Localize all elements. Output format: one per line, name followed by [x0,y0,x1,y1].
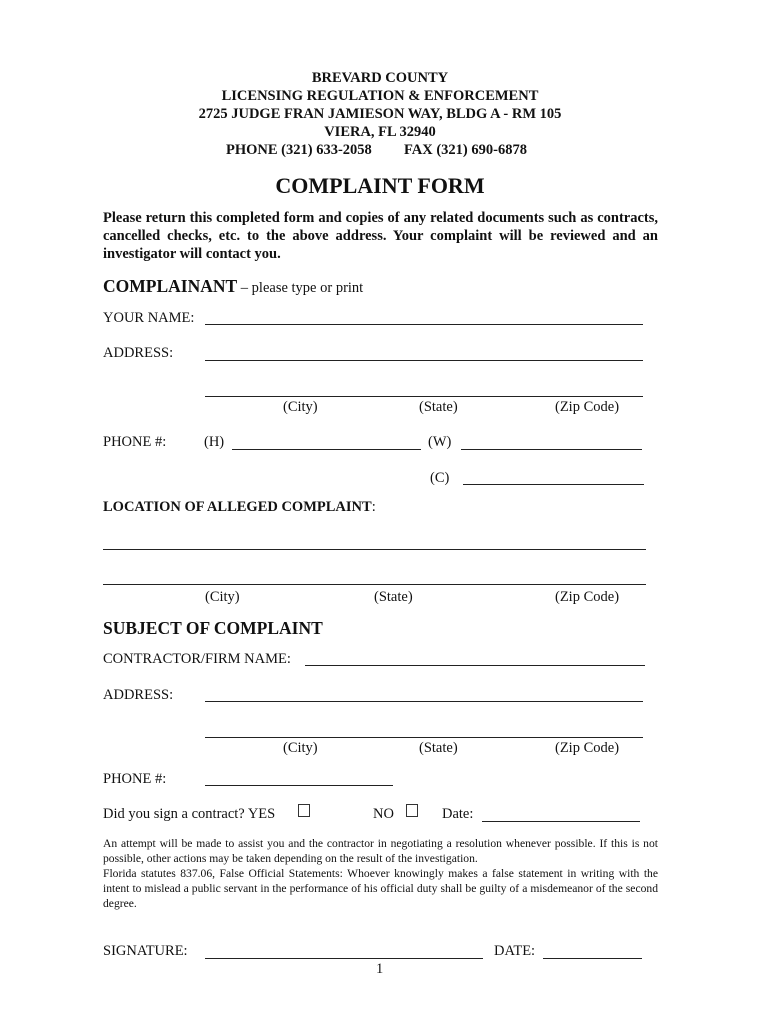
no-label: NO [373,806,394,822]
subject-phone-label: PHONE #: [103,771,167,787]
subject-address-line2-field[interactable] [205,737,643,738]
form-title: COMPLAINT FORM [275,173,485,198]
subject-city-label: (City) [283,740,318,756]
yes-checkbox[interactable] [298,804,310,817]
complainant-heading-text: COMPLAINANT [103,276,238,296]
subject-heading: SUBJECT OF COMPLAINT [103,618,323,638]
complainant-city-label: (City) [283,399,318,415]
location-heading [103,499,376,516]
complainant-zip-label: (Zip Code) [555,399,620,415]
signature-field[interactable] [205,958,483,959]
subject-zip-label: (Zip Code) [555,740,620,756]
page-number: 1 [376,961,384,977]
subject-address-field[interactable] [205,701,643,702]
no-checkbox[interactable] [406,804,418,817]
complainant-address-field[interactable] [205,360,643,361]
cell-phone-label: (C) [430,470,450,486]
work-phone-field[interactable] [461,449,642,450]
signature-date-field[interactable] [543,958,642,959]
signature-date-label: DATE: [494,943,536,959]
street-address: 2725 JUDGE FRAN JAMIESON WAY, BLDG A - RM 105 [198,106,562,122]
resolution-notice: An attempt will be made to assist you and the contractor in negotiating a resolution whenever possible. If this is not possible, other actions may be taken depending on the result of the investigation. [103,837,658,866]
location-state-label: (State) [374,589,413,605]
department-name: LICENSING REGULATION & ENFORCEMENT [221,88,539,104]
signature-label: SIGNATURE: [103,943,188,959]
contractor-firm-label: CONTRACTOR/FIRM NAME: [103,651,291,667]
complainant-state-label: (State) [419,399,458,415]
intro-instructions: Please return this completed form and copies of any related documents such as contracts, cancelled checks, etc. to the above address. Your complaint will be reviewed and an investigator will contact you. [103,210,658,262]
location-line1-field[interactable] [103,549,646,550]
location-line2-field[interactable] [103,584,646,585]
complainant-subheading: – please type or print [237,280,364,296]
contract-date-field[interactable] [482,821,640,822]
location-city-label: (City) [205,589,240,605]
florida-statute-notice: Florida statutes 837.06, False Official Statements: Whoever knowingly makes a false statement in writing with the intent to mislead a public servant in the performance of his official duty shall be guilty of a misdemeanor of the second degree. [103,867,658,911]
location-heading-text: LOCATION OF ALLEGED COMPLAINT [103,499,372,515]
agency-name: BREVARD COUNTY [311,70,449,86]
contractor-firm-field[interactable] [305,665,645,666]
city-state-zip: VIERA, FL 32940 [324,124,436,140]
subject-address-label: ADDRESS: [103,687,174,703]
subject-phone-field[interactable] [205,785,393,786]
location-zip-label: (Zip Code) [555,589,620,605]
complainant-address-label: ADDRESS: [103,345,174,361]
your-name-field[interactable] [205,324,643,325]
subject-state-label: (State) [419,740,458,756]
contract-date-label: Date: [442,806,474,822]
location-heading-colon: : [371,499,376,515]
agency-fax: FAX (321) 690-6878 [404,142,527,158]
cell-phone-field[interactable] [463,484,644,485]
home-phone-label: (H) [204,434,225,450]
work-phone-label: (W) [428,434,452,450]
home-phone-field[interactable] [232,449,421,450]
your-name-label: YOUR NAME: [103,310,195,326]
agency-phone: PHONE (321) 633-2058 [226,142,372,158]
complainant-phone-label: PHONE #: [103,434,167,450]
contract-question: Did you sign a contract? YES [103,806,276,822]
complainant-address-line2-field[interactable] [205,396,643,397]
complainant-heading [103,276,363,297]
